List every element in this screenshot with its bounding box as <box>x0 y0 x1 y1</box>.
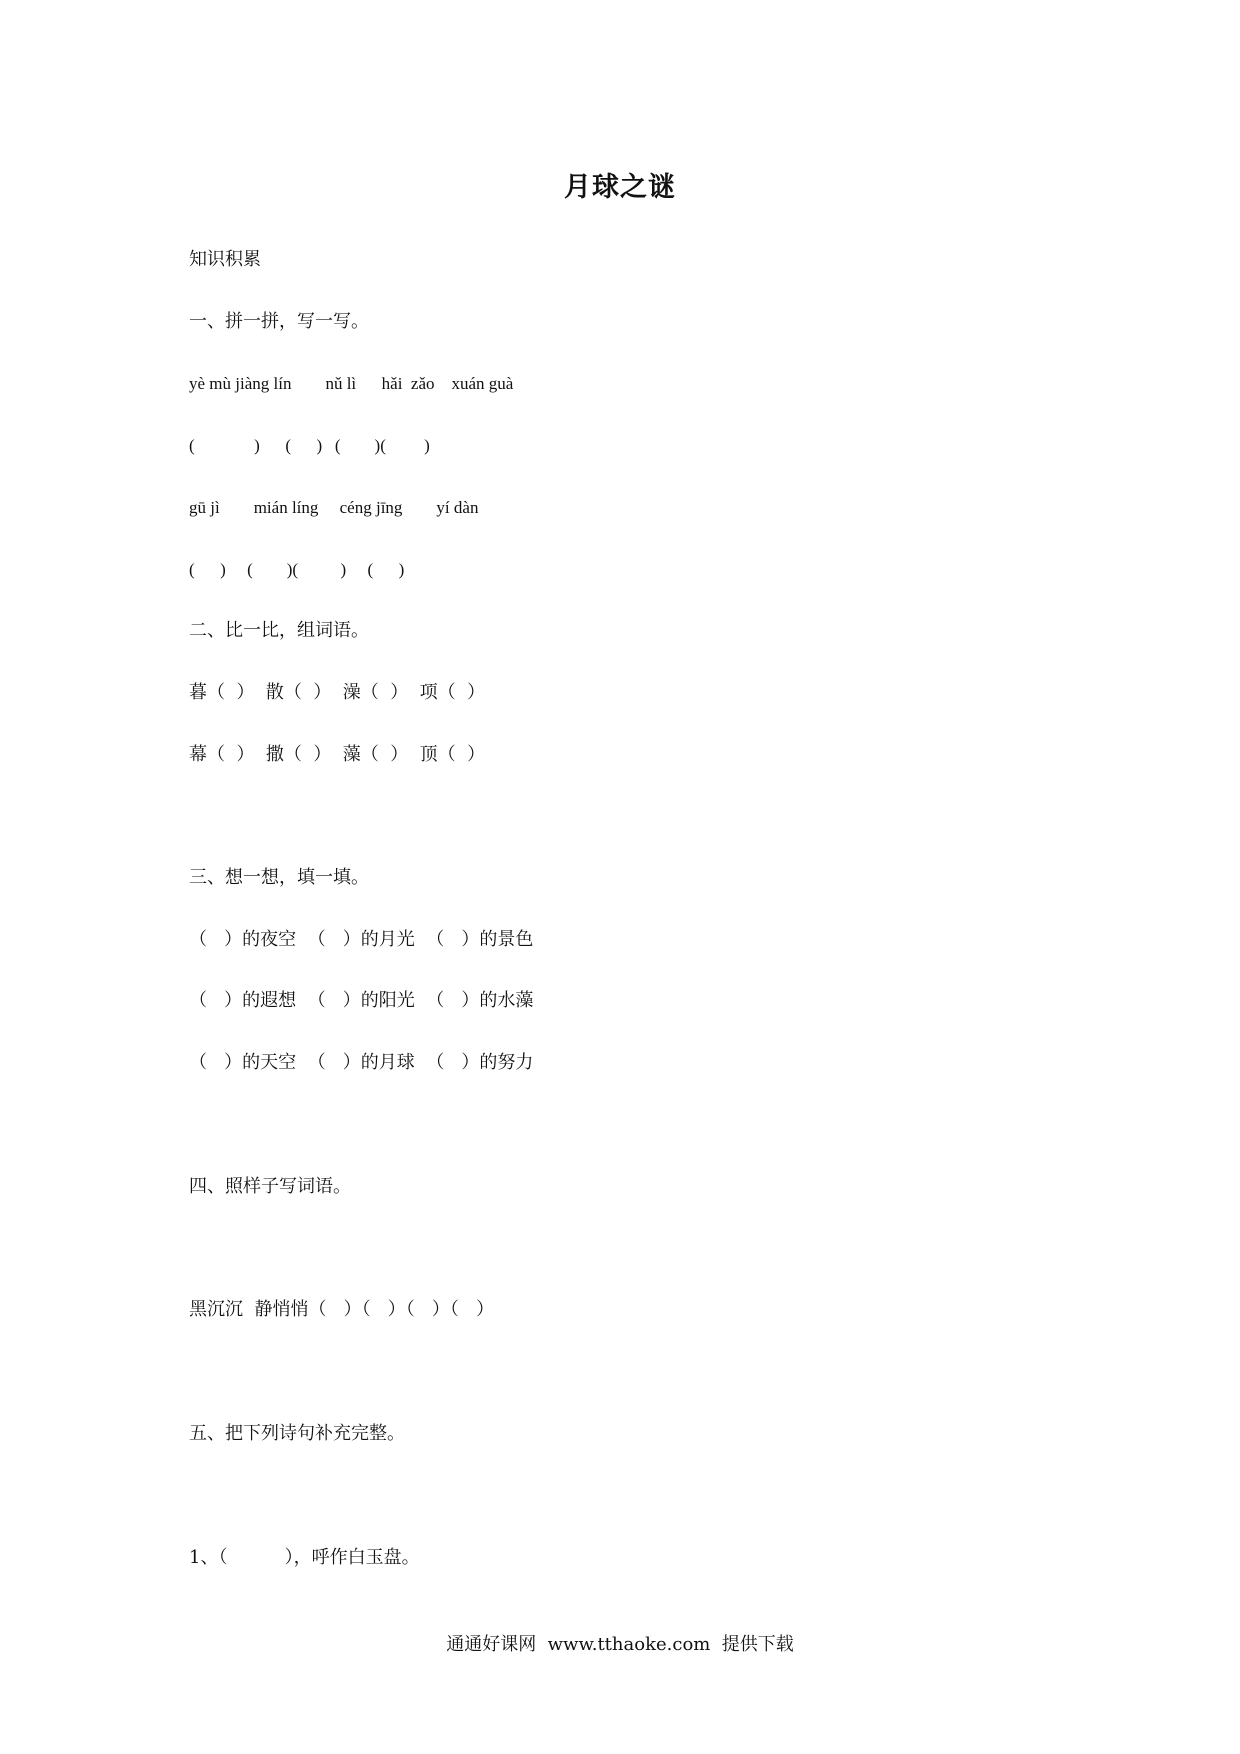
q5-heading: 五、把下列诗句补充完整。 <box>189 1423 405 1444</box>
q4-row-1: 黑沉沉 静悄悄（ ）（ ）（ ）（ ） <box>189 1299 495 1320</box>
q1-pinyin-row-2: gū jì mián líng céng jīng yí dàn <box>189 498 479 517</box>
q1-blanks-row-1: ( ) ( ) ( )( ) <box>189 436 430 455</box>
q2-row-1: 暮（ ） 散（ ） 澡（ ） 项（ ） <box>189 682 486 703</box>
q3-row-1: （ ）的夜空 （ ）的月光 （ ）的景色 <box>189 929 534 950</box>
q1-heading: 一、拼一拼，写一写。 <box>189 311 369 332</box>
q5-item-1: 1、（ ），呼作白玉盘。 <box>189 1547 420 1568</box>
q3-row-2: （ ）的遐想 （ ）的阳光 （ ）的水藻 <box>189 990 534 1011</box>
page-footer: 通通好课网 www.tthaoke.com 提供下载 <box>446 1634 794 1655</box>
q1-blanks-row-2: ( ) ( )( ) ( ) <box>189 560 405 579</box>
q2-row-2: 幕（ ） 撒（ ） 藻（ ） 顶（ ） <box>189 744 486 765</box>
page-title: 月球之谜 <box>564 172 676 203</box>
section-header: 知识积累 <box>189 249 261 270</box>
q4-heading: 四、照样子写词语。 <box>189 1176 351 1197</box>
q3-heading: 三、想一想，填一填。 <box>189 867 369 888</box>
q3-row-3: （ ）的天空 （ ）的月球 （ ）的努力 <box>189 1052 534 1073</box>
q1-pinyin-row-1: yè mù jiàng lín nǔ lì hǎi zǎo xuán guà <box>189 374 514 393</box>
q2-heading: 二、比一比，组词语。 <box>189 620 369 641</box>
